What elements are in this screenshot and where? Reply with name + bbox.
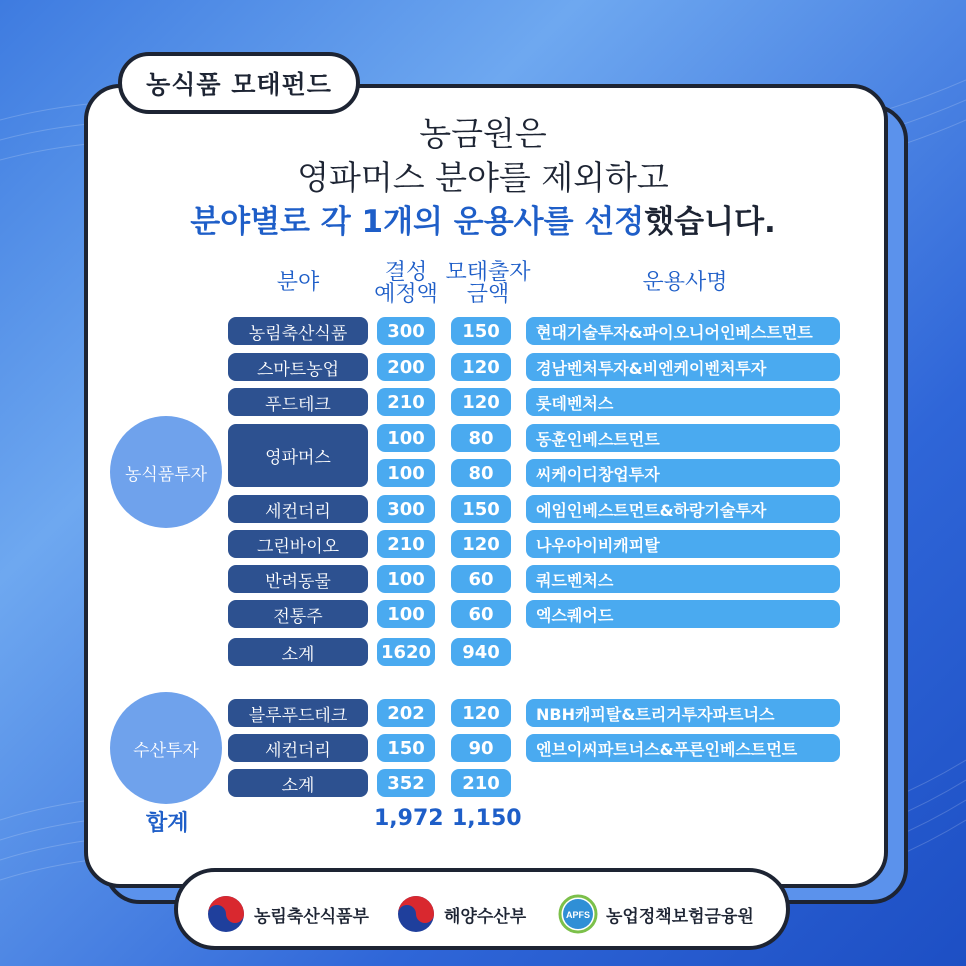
headline-line-2: 영파머스 분야를 제외하고 xyxy=(297,158,669,197)
planned-cell: 100 xyxy=(377,459,435,487)
headline-rest: 했습니다. xyxy=(644,204,776,240)
manager-cell: 나우아이비캐피탈 xyxy=(526,530,840,558)
planned-cell: 210 xyxy=(377,530,435,558)
subtotal-label: 소계 xyxy=(228,638,368,666)
manager-cell: 동훈인베스트먼트 xyxy=(526,424,840,452)
mother-cell: 90 xyxy=(451,734,511,762)
mother-cell: 60 xyxy=(451,600,511,628)
mother-cell: 120 xyxy=(451,353,511,381)
planned-cell: 300 xyxy=(377,495,435,523)
manager-cell: 롯데벤처스 xyxy=(526,388,840,416)
group-fish-circle: 수산투자 xyxy=(110,692,222,804)
planned-cell: 300 xyxy=(377,317,435,345)
column-header-mother-line1: 모태출자 xyxy=(445,260,531,285)
subtotal-planned: 1620 xyxy=(377,638,435,666)
total-planned: 1,972 xyxy=(374,806,444,831)
planned-cell: 100 xyxy=(377,424,435,452)
taegeuk-icon xyxy=(206,894,246,934)
field-cell: 세컨더리 xyxy=(228,495,368,523)
mother-cell: 80 xyxy=(451,424,511,452)
field-cell: 그린바이오 xyxy=(228,530,368,558)
org-ministry-agriculture xyxy=(206,894,369,934)
planned-cell: 150 xyxy=(377,734,435,762)
planned-cell: 210 xyxy=(377,388,435,416)
footer-bar xyxy=(174,868,790,950)
mother-cell: 150 xyxy=(451,495,511,523)
planned-cell: 100 xyxy=(377,600,435,628)
column-header-planned-line2: 예정액 xyxy=(374,282,438,307)
org-name: 농림축산식품부 xyxy=(254,906,369,927)
column-header-manager: 운용사명 xyxy=(642,270,728,295)
manager-cell: 씨케이디창업투자 xyxy=(526,459,840,487)
column-header-mother-line2: 금액 xyxy=(466,282,510,307)
org-ministry-oceans xyxy=(396,894,526,934)
headline-line-1: 농금원은 xyxy=(419,114,547,153)
mother-cell: 120 xyxy=(451,388,511,416)
field-cell: 전통주 xyxy=(228,600,368,628)
column-header-mother xyxy=(440,262,536,306)
column-header-planned xyxy=(368,262,444,306)
headline-highlight: 분야별로 각 1개의 운용사를 선정 xyxy=(190,204,645,240)
manager-cell: 에임인베스트먼트&하랑기술투자 xyxy=(526,495,840,523)
field-cell: 푸드테크 xyxy=(228,388,368,416)
planned-cell: 200 xyxy=(377,353,435,381)
field-cell: 블루푸드테크 xyxy=(228,699,368,727)
manager-cell: NBH캐피탈&트리거투자파트너스 xyxy=(526,699,840,727)
total-label: 합계 xyxy=(146,811,189,836)
planned-cell: 100 xyxy=(377,565,435,593)
apfs-logo-text: APFS xyxy=(565,910,591,920)
org-name: 해양수산부 xyxy=(444,906,527,927)
manager-cell: 엑스퀘어드 xyxy=(526,600,840,628)
taegeuk-icon xyxy=(396,894,436,934)
subtotal-mother: 210 xyxy=(451,769,511,797)
mother-cell: 60 xyxy=(451,565,511,593)
headline-line-3 xyxy=(0,196,966,241)
field-cell: 세컨더리 xyxy=(228,734,368,762)
manager-cell: 엔브이씨파트너스&푸른인베스트먼트 xyxy=(526,734,840,762)
subtotal-planned: 352 xyxy=(377,769,435,797)
subtotal-mother: 940 xyxy=(451,638,511,666)
subtotal-label: 소계 xyxy=(228,769,368,797)
apfs-logo-icon xyxy=(558,894,598,934)
group-agri-circle: 농식품투자 xyxy=(110,416,222,528)
org-name: 농업정책보험금융원 xyxy=(606,906,754,927)
org-apfs xyxy=(558,894,754,934)
column-header-planned-line1: 결성 xyxy=(384,260,428,285)
mother-cell: 80 xyxy=(451,459,511,487)
mother-cell: 120 xyxy=(451,530,511,558)
field-cell: 스마트농업 xyxy=(228,353,368,381)
category-tag: 농식품 모태펀드 xyxy=(118,52,360,114)
manager-cell: 현대기술투자&파이오니어인베스트먼트 xyxy=(526,317,840,345)
mother-cell: 120 xyxy=(451,699,511,727)
field-cell: 농림축산식품 xyxy=(228,317,368,345)
planned-cell: 202 xyxy=(377,699,435,727)
total-mother: 1,150 xyxy=(452,806,522,831)
mother-cell: 150 xyxy=(451,317,511,345)
field-cell: 반려동물 xyxy=(228,565,368,593)
manager-cell: 쿼드벤처스 xyxy=(526,565,840,593)
manager-cell: 경남벤처투자&비엔케이벤처투자 xyxy=(526,353,840,381)
field-cell-merged: 영파머스 xyxy=(228,424,368,487)
column-header-field: 분야 xyxy=(276,270,320,295)
